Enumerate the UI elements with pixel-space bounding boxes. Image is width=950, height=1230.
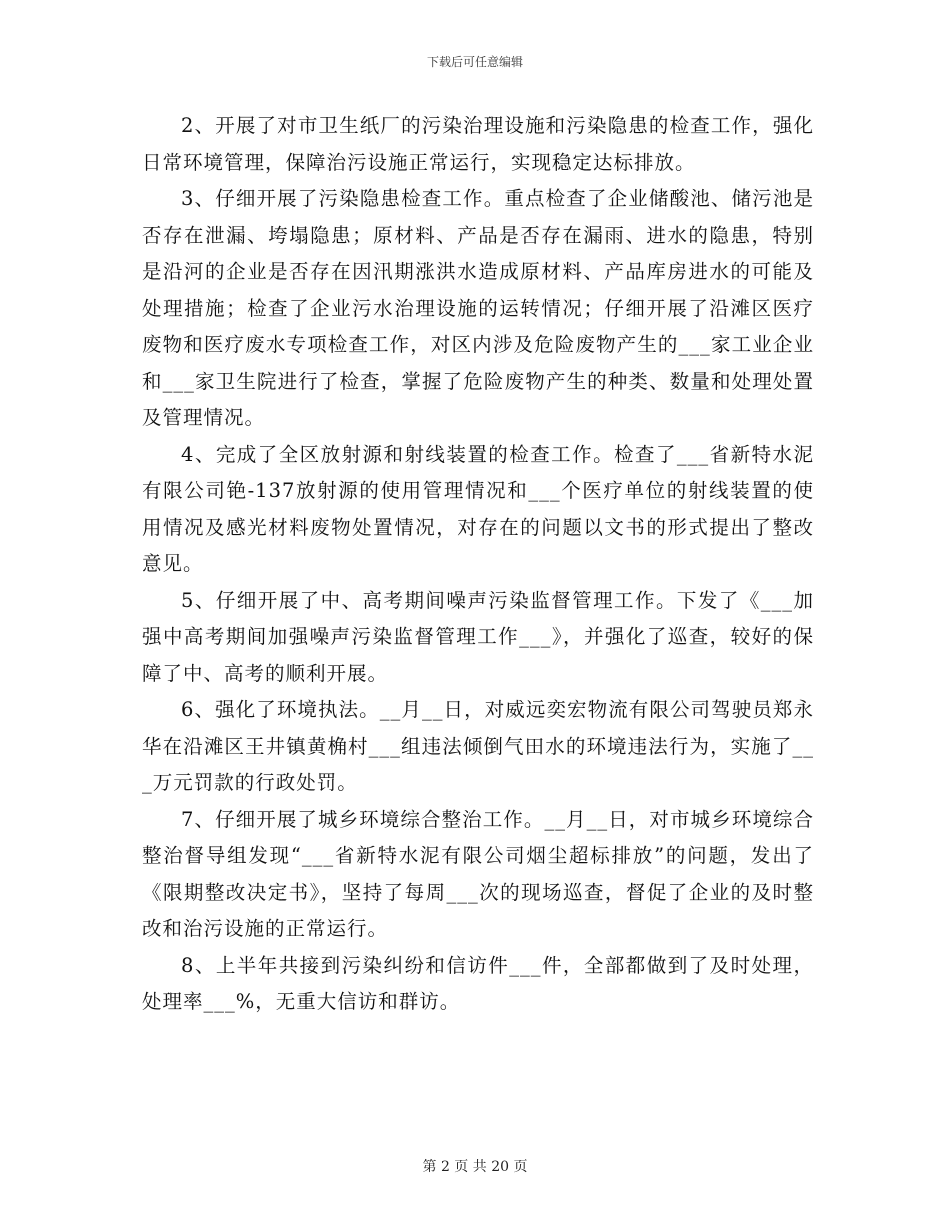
paragraph-item-2: 2、开展了对市卫生纸厂的污染治理设施和污染隐患的检查工作，强化日常环境管理，保障治污设施正常运行，实现稳定达标排放。 <box>142 114 814 174</box>
paragraph-item-5: 5、仔细开展了中、高考期间噪声污染监督管理工作。下发了《___加强中高考期间加强噪声污染监督管理工作___》，并强化了巡查，较好的保障了中、高考的顺利开展。 <box>142 588 814 685</box>
paragraph-item-7: 7、仔细开展了城乡环境综合整治工作。__月__日，对市城乡环境综合整治督导组发现“___省新特水泥有限公司烟尘超标排放”的问题，发出了《限期整改决定书》，坚持了每周___次的现场巡查，督促了企业的及时整改和治污设施的正常运行。 <box>142 807 814 940</box>
document-body <box>142 108 814 1021</box>
paragraph-item-4: 4、完成了全区放射源和射线装置的检查工作。检查了___省新特水泥有限公司铯-137放射源的使用管理情况和___个医疗单位的射线装置的使用情况及感光材料废物处置情况，对存在的问题以文书的形式提出了整改意见。 <box>142 442 814 575</box>
paragraph-item-3: 3、仔细开展了污染隐患检查工作。重点检查了企业储酸池、储污池是否存在泄漏、垮塌隐患；原材料、产品是否存在漏雨、进水的隐患，特别是沿河的企业是否存在因汛期涨洪水造成原材料、产品库房进水的可能及处理措施；检查了企业污水治理设施的运转情况；仔细开展了沿滩区医疗废物和医疗废水专项检查工作，对区内涉及危险废物产生的___家工业企业和___家卫生院进行了检查，掌握了危险废物产生的种类、数量和处理处置及管理情况。 <box>142 187 814 429</box>
page-footer: 第 2 页 共 20 页 <box>422 1159 528 1175</box>
page-header: 下载后可任意编辑 <box>426 55 523 69</box>
paragraph-item-8: 8、上半年共接到污染纠纷和信访件___件，全部都做到了及时处理，处理率___%，无重大信访和群访。 <box>142 953 814 1013</box>
paragraph-item-6: 6、强化了环境执法。__月__日，对威远奕宏物流有限公司驾驶员郑永华在沿滩区王井镇黄桷村___组违法倾倒气田水的环境违法行为，实施了___万元罚款的行政处罚。 <box>142 698 814 794</box>
